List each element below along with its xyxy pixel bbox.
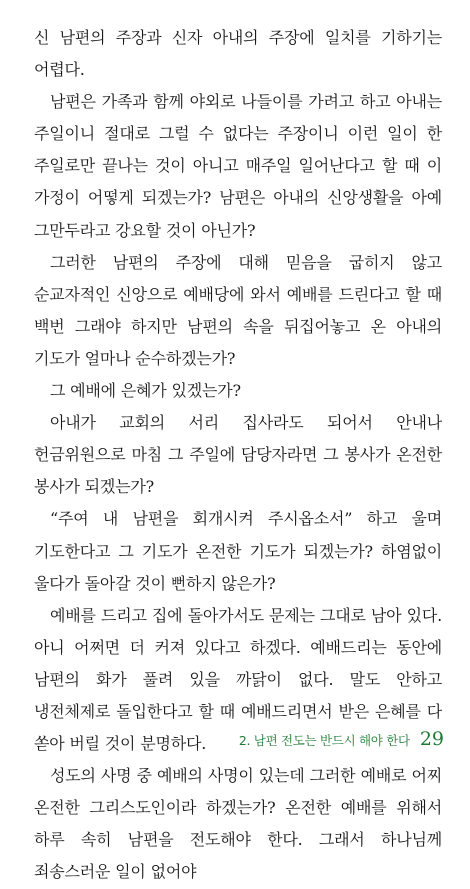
paragraph: 그 예배에 은혜가 있겠는가?	[50, 381, 241, 401]
running-title: 2. 남편 전도는 반드시 해야 한다	[238, 733, 410, 748]
body-text	[34, 22, 442, 889]
paragraph: 예배를 드리고 집에 돌아가서도 문제는 그대로 남아 있다. 아니 어쩌면 더 커져 있다고 하겠다. 예배드리는 동안에 남편의 화가 풀려 있을 까닭이 없다. 말도 안하고 냉전체제로 돌입한다고 할 때 예배드리면서 받은 은혜를 다 쏟아 버릴 것이 분명하다.	[34, 605, 442, 754]
paragraph: 그러한 남편의 주장에 대해 믿음을 굽히지 않고 순교자적인 신앙으로 예배당에 와서 예배를 드린다고 할 때 백번 그래야 하지만 남편의 속을 뒤집어놓고 온 아내의 기도가 얼마나 순수하겠는가?	[34, 252, 442, 368]
page-footer	[239, 728, 444, 750]
paragraph: 성도의 사명 중 예배의 사명이 있는데 그러한 예배로 어찌 온전한 그리스도인이라 하겠는가? 온전한 예배를 위해서 하루 속히 남편을 전도해야 한다. 그래서 하나님께 죄송스러운 일이 없어야	[34, 766, 442, 882]
paragraph: “주여 내 남편을 회개시켜 주시옵소서” 하고 울며 기도한다고 그 기도가 온전한 기도가 되겠는가? 하염없이 울다가 돌아갈 것이 뻔하지 않은가?	[34, 509, 442, 593]
paragraph: 아내가 교회의 서리 집사라도 되어서 안내나 헌금위원으로 마침 그 주일에 담당자라면 그 봉사가 온전한 봉사가 되겠는가?	[34, 413, 442, 497]
paragraph-continuation: 신 남편의 주장과 신자 아내의 주장에 일치를 기하기는 어렵다.	[34, 28, 442, 80]
page-number: 29	[419, 728, 444, 750]
paragraph: 남편은 가족과 함께 야외로 나들이를 가려고 하고 아내는 주일이니 절대로 그럴 수 없다는 주장이니 이런 일이 한 주일로만 끝나는 것이 아니고 매주일 일어난다고 할 때 이 가정이 어떻게 되겠는가? 남편은 아내의 신앙생활을 아예 그만두라고 강요할 것이 아닌가?	[34, 92, 442, 240]
